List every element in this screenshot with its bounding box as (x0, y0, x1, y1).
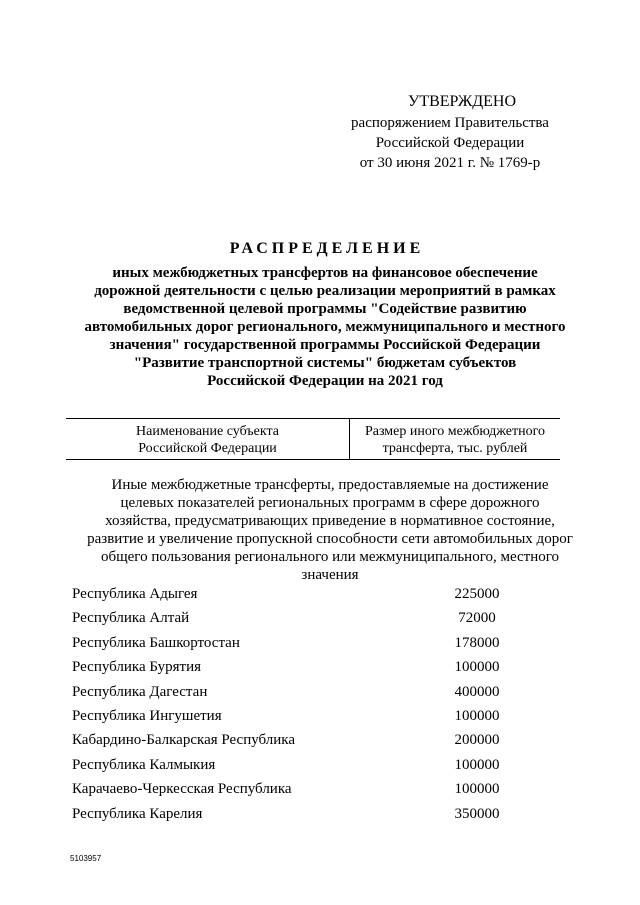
distribution-table (72, 584, 592, 828)
transfer-amount: 72000 (458, 610, 496, 627)
column-header-line: Размер иного межбюджетного (364, 424, 546, 439)
table-row (72, 657, 592, 681)
subtitle-line: "Развитие транспортной системы" бюджетам субъектов (133, 355, 517, 371)
column-header-line: Наименование субъекта (136, 424, 279, 439)
transfer-amount: 100000 (454, 659, 500, 676)
table-row (72, 584, 592, 608)
approved-label: УТВЕРЖДЕНО (407, 93, 516, 110)
table-row (72, 779, 592, 803)
column-header-amount (350, 419, 560, 459)
table-row (72, 608, 592, 632)
column-header-line: трансферта, тыс. рублей (382, 441, 528, 456)
table-row (72, 706, 592, 730)
table-header (66, 418, 560, 460)
section-line: общего пользования регионального или межмуниципального, местного (100, 549, 560, 565)
section-line: хозяйства, предусматривающих приведение в нормативное состояние, (105, 513, 555, 529)
transfer-amount: 350000 (454, 805, 500, 822)
subtitle-line: дорожной деятельности с целью реализации мероприятий в рамках (94, 283, 556, 299)
region-name: Республика Карелия (72, 805, 203, 822)
region-name: Республика Калмыкия (72, 756, 216, 773)
transfer-amount: 100000 (454, 756, 500, 773)
approval-line: Российской Федерации (375, 135, 525, 151)
table-row (72, 633, 592, 657)
table-row (72, 730, 592, 754)
region-name: Республика Адыгея (72, 586, 198, 602)
transfer-amount: 100000 (454, 781, 500, 798)
section-heading (60, 476, 600, 584)
region-name: Республика Бурятия (72, 659, 202, 676)
document-subtitle (60, 264, 590, 390)
transfer-amount: 100000 (454, 707, 500, 724)
table-row (72, 755, 592, 779)
column-header-line: Российской Федерации (138, 441, 277, 456)
section-line: Иные межбюджетные трансферты, предоставляемые на достижение (111, 477, 549, 493)
document-code: 5103957 (70, 854, 102, 863)
region-name: Республика Алтай (72, 610, 190, 627)
transfer-amount: 200000 (454, 732, 500, 749)
region-name: Республика Дагестан (72, 683, 208, 700)
approval-line: распоряжением Правительства (351, 115, 549, 131)
section-line: целевых показателей региональных программ в сфере дорожного (120, 495, 540, 511)
region-name: Республика Ингушетия (72, 707, 222, 724)
subtitle-line: Российской Федерации на 2021 год (207, 373, 443, 389)
section-line: развитие и увеличение пропускной способности сети автомобильных дорог (87, 531, 573, 547)
region-name: Республика Башкортостан (72, 634, 240, 651)
subtitle-line: автомобильных дорог регионального, межмуниципального и местного (84, 319, 566, 335)
column-header-subject (66, 419, 350, 459)
transfer-amount: 400000 (454, 683, 500, 700)
table-row (72, 804, 592, 828)
region-name: Кабардино-Балкарская Республика (72, 732, 296, 749)
table-row (72, 682, 592, 706)
approval-block (330, 92, 570, 173)
subtitle-line: иных межбюджетных трансфертов на финансовое обеспечение (112, 265, 538, 281)
region-name: Карачаево-Черкесская Республика (72, 781, 292, 798)
approval-date-number: от 30 июня 2021 г. № 1769-р (359, 155, 541, 171)
subtitle-line: значения" государственной программы Российской Федерации (109, 337, 541, 353)
transfer-amount: 225000 (454, 586, 500, 602)
document-title: РАСПРЕДЕЛЕНИЕ (229, 240, 425, 257)
section-line: значения (301, 567, 359, 583)
transfer-amount: 178000 (454, 634, 500, 651)
subtitle-line: ведомственной целевой программы "Содействие развитию (123, 301, 527, 317)
